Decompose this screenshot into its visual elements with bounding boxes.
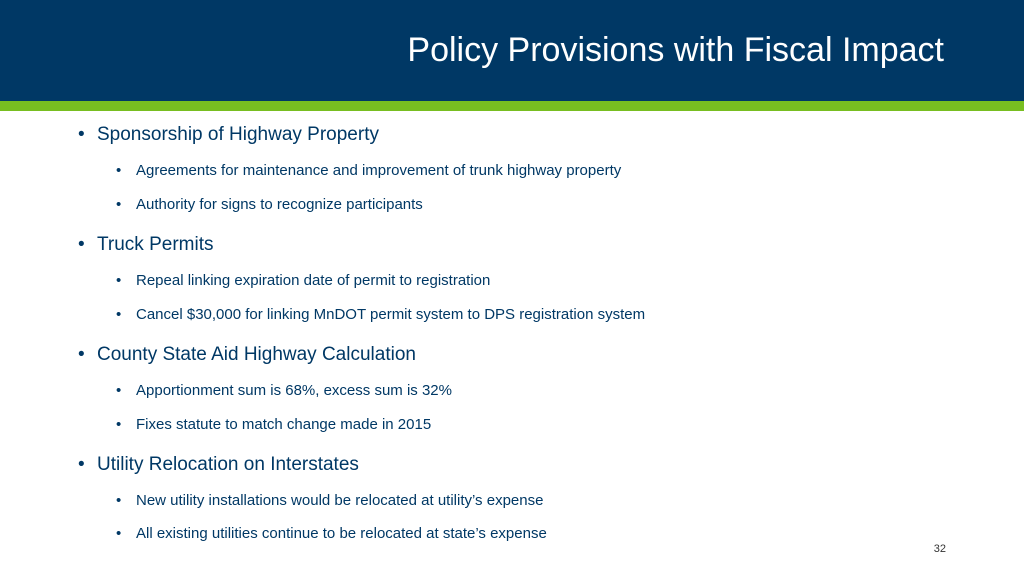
sub-bullet-text: Cancel $30,000 for linking MnDOT permit system to DPS registration system xyxy=(136,306,646,323)
section-heading-text: Utility Relocation on Interstates xyxy=(97,454,359,475)
section-heading-text: Sponsorship of Highway Property xyxy=(97,124,379,145)
sub-bullet xyxy=(116,491,543,511)
bullet-icon: • xyxy=(78,234,85,255)
sub-bullet-text: Authority for signs to recognize participants xyxy=(136,196,423,213)
section-heading-truck-permits xyxy=(78,233,213,257)
bullet-icon: • xyxy=(116,306,122,323)
bullet-icon: • xyxy=(116,525,122,542)
sub-bullet xyxy=(116,381,452,401)
page-number: 32 xyxy=(933,543,946,555)
sub-bullet-text: Apportionment sum is 68%, excess sum is 32% xyxy=(136,382,452,399)
section-heading-csah xyxy=(78,343,416,367)
bullet-icon: • xyxy=(78,124,85,145)
sub-bullet xyxy=(116,524,547,544)
sub-bullet-text: New utility installations would be relocated at utility’s expense xyxy=(136,492,544,509)
sub-bullet-text: Agreements for maintenance and improvement of trunk highway property xyxy=(136,162,622,179)
sub-bullet xyxy=(116,415,431,435)
sub-bullet xyxy=(116,305,645,325)
sub-bullet xyxy=(116,161,621,181)
sub-bullet xyxy=(116,271,490,291)
sub-bullet-text: All existing utilities continue to be relocated at state’s expense xyxy=(136,525,547,542)
bullet-icon: • xyxy=(116,196,122,213)
section-heading-sponsorship xyxy=(78,123,379,147)
bullet-icon: • xyxy=(78,454,85,475)
bullet-icon: • xyxy=(116,492,122,509)
section-heading-text: County State Aid Highway Calculation xyxy=(97,344,416,365)
section-heading-text: Truck Permits xyxy=(97,234,214,255)
section-heading-utility-relocation xyxy=(78,453,359,477)
bullet-icon: • xyxy=(116,272,122,289)
sub-bullet-text: Repeal linking expiration date of permit to registration xyxy=(136,272,491,289)
slide-title: Policy Provisions with Fiscal Impact xyxy=(407,31,944,69)
sub-bullet xyxy=(116,195,423,215)
sub-bullet-text: Fixes statute to match change made in 2015 xyxy=(136,416,432,433)
bullet-icon: • xyxy=(116,416,122,433)
bullet-icon: • xyxy=(116,162,122,179)
bullet-icon: • xyxy=(116,382,122,399)
bullet-icon: • xyxy=(78,344,85,365)
